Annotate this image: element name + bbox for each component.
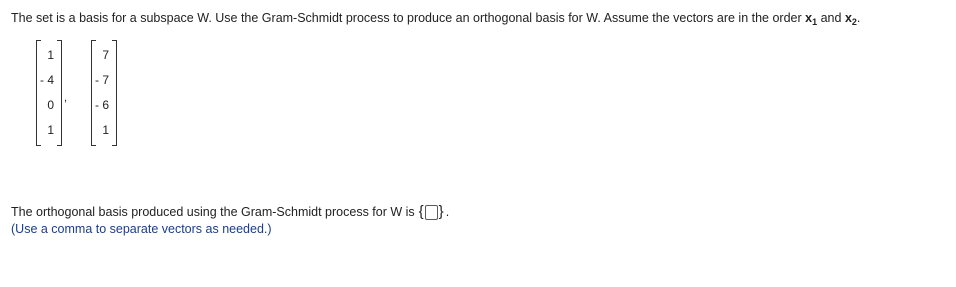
matrix-entry: 7 bbox=[102, 48, 109, 62]
matrix-entry: 1 bbox=[102, 123, 109, 137]
vector-x2-letter: x bbox=[844, 11, 852, 25]
left-bracket bbox=[91, 40, 96, 146]
matrix-entry: - 4 bbox=[39, 73, 54, 87]
vector-x2-label bbox=[845, 11, 857, 25]
close-brace: } bbox=[438, 203, 444, 220]
prompt-period: . bbox=[856, 11, 861, 25]
vector-x2-subscript: 2 bbox=[851, 17, 857, 27]
vector-x1-subscript: 1 bbox=[812, 17, 818, 27]
left-bracket bbox=[36, 40, 41, 146]
vector-x1-letter: x bbox=[805, 11, 813, 25]
matrix-entry: - 6 bbox=[94, 98, 109, 112]
answer-period: . bbox=[445, 205, 450, 219]
matrix-entry: 0 bbox=[47, 98, 54, 112]
vector-x1-label bbox=[805, 11, 817, 25]
and-word: and bbox=[820, 11, 842, 25]
matrix-entry: 1 bbox=[47, 123, 54, 137]
open-brace: { bbox=[418, 203, 424, 220]
matrix-entry: 1 bbox=[47, 48, 54, 62]
answer-row bbox=[11, 204, 449, 220]
right-bracket bbox=[112, 40, 117, 146]
right-bracket bbox=[57, 40, 62, 146]
vector-x1-matrix bbox=[36, 40, 62, 144]
prompt-text: The set is a basis for a subspace W. Use the Gram-Schmidt process to produce an orthogonal basis for W. Assume the vectors are in the order bbox=[11, 11, 802, 25]
matrix-entry: - 7 bbox=[94, 73, 109, 87]
vector-x2-matrix bbox=[91, 40, 117, 144]
answer-input[interactable] bbox=[425, 205, 438, 220]
vector-separator: , bbox=[64, 92, 68, 104]
question-prompt bbox=[11, 10, 860, 30]
input-hint: (Use a comma to separate vectors as needed.) bbox=[11, 222, 272, 236]
answer-label: The orthogonal basis produced using the Gram-Schmidt process for W is bbox=[11, 205, 415, 219]
